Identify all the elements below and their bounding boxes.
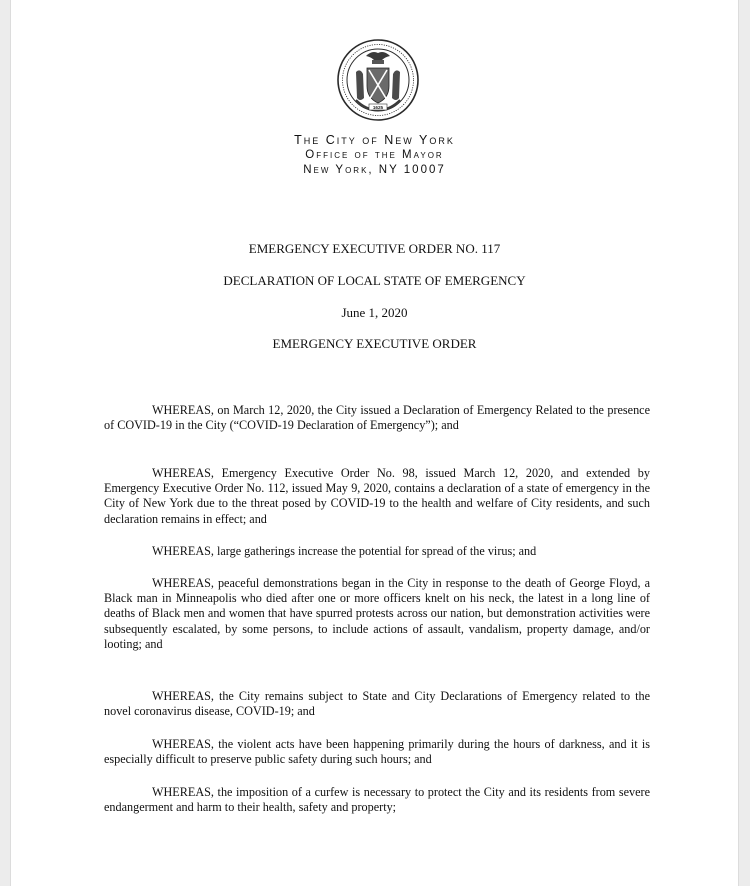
order-number: EMERGENCY EXECUTIVE ORDER NO. 117 — [248, 241, 501, 256]
document-page — [10, 0, 739, 886]
seal-year: 1625 — [372, 105, 384, 110]
whereas-paragraph-1: WHEREAS, on March 12, 2020, the City issued a Declaration of Emergency Related to the presence of COVID-19 in the City (“COVID-19 Declaration of Emergency”); and — [104, 403, 650, 433]
whereas-paragraph-4: WHEREAS, peaceful demonstrations began in the City in response to the death of George Floyd, a Black man in Minneapolis who died after one or more officers knelt on his neck, the latest in a long line of deaths of Black men and women that have spurred protests across our nation, but demonstration activities were subsequently escalated, by some persons, to include actions of assault, vandalism, property damage, and/or looting; and — [104, 576, 650, 651]
whereas-paragraph-6: WHEREAS, the violent acts have been happening primarily during the hours of darkness, and it is especially difficult to preserve public safety during such hours; and — [104, 737, 650, 767]
whereas-paragraph-7: WHEREAS, the imposition of a curfew is necessary to protect the City and its residents from severe endangerment and harm to their health, safety and property; — [104, 785, 650, 815]
letterhead-address: New York, NY 10007 — [303, 164, 446, 176]
whereas-paragraph-3: WHEREAS, large gatherings increase the potential for spread of the virus; and — [152, 544, 537, 558]
whereas-paragraph-2: WHEREAS, Emergency Executive Order No. 98, issued March 12, 2020, and extended by Emergency Executive Order No. 112, issued May 9, 2020, contains a declaration of a state of emergency in the City of New York due to the threat posed by COVID-19 to the health and welfare of City residents, and such declaration remains in effect; and — [104, 466, 650, 526]
city-seal-icon — [336, 38, 420, 122]
letterhead-office: Office of the Mayor — [305, 149, 444, 161]
letterhead-city: The City of New York — [294, 133, 455, 147]
order-date: June 1, 2020 — [341, 305, 408, 320]
order-title: DECLARATION OF LOCAL STATE OF EMERGENCY — [223, 273, 526, 288]
order-type: EMERGENCY EXECUTIVE ORDER — [272, 336, 477, 351]
whereas-paragraph-5: WHEREAS, the City remains subject to State and City Declarations of Emergency related to the novel coronavirus disease, COVID-19; and — [104, 689, 650, 719]
